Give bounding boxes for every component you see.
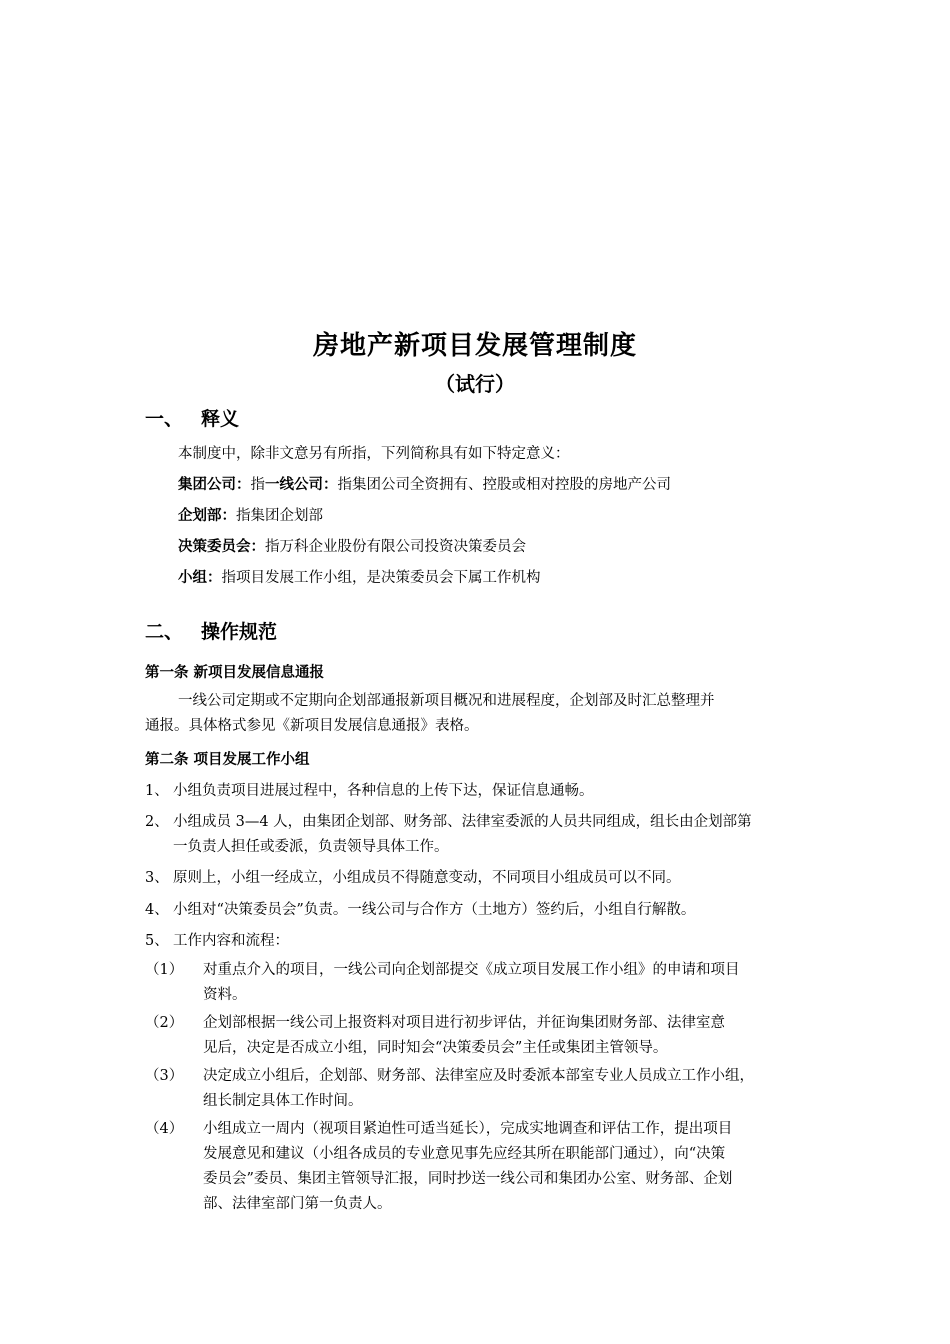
sub-item-number: （1） — [145, 962, 184, 978]
definition-group-company — [178, 477, 671, 494]
sub-item-number: （2） — [145, 1015, 184, 1031]
list-item — [145, 898, 695, 919]
sub-item-text: 小组成立一周内（视项目紧迫性可适当延长），完成实地调查和评估工作，提出项目 — [203, 1121, 733, 1137]
definition-planning-dept — [178, 508, 323, 525]
article-1-line: 一线公司定期或不定期向企划部通报新项目概况和进展程度，企划部及时汇总整理并 — [178, 693, 715, 709]
definition-text: 指集团公司全资拥有、控股或相对控股的房地产公司 — [337, 477, 671, 493]
definition-label: 集团公司： — [178, 477, 251, 493]
definition-text: 指 — [250, 477, 265, 493]
list-item-text: 小组对“决策委员会”负责。一线公司与合作方（土地方）签约后，小组自行解散。 — [173, 902, 696, 918]
sub-item — [145, 958, 740, 979]
sub-item-continuation: 资料。 — [203, 987, 247, 1003]
definition-team — [178, 570, 541, 587]
list-item — [145, 866, 681, 887]
sub-item-continuation: 组长制定具体工作时间。 — [203, 1093, 363, 1109]
list-item — [145, 929, 289, 950]
list-item-continuation: 一负责人担任或委派，负责领导具体工作。 — [173, 839, 449, 855]
article-1-title: 第一条 新项目发展信息通报 — [145, 665, 325, 681]
sub-item-text: 对重点介入的项目，一线公司向企划部提交《成立项目发展工作小组》的申请和项目 — [203, 962, 740, 978]
section-1-title: 释义 — [201, 408, 240, 430]
definition-decision-committee — [178, 539, 526, 556]
definition-label: 小组： — [178, 570, 222, 586]
sub-item-continuation: 部、法律室部门第一负责人。 — [203, 1196, 392, 1212]
definition-text: 指项目发展工作小组，是决策委员会下属工作机构 — [221, 570, 541, 586]
sub-item-continuation: 发展意见和建议（小组各成员的专业意见事先应经其所在职能部门通过），向“决策 — [203, 1146, 726, 1162]
list-item-number: 1、 — [145, 783, 169, 799]
definition-text: 指集团企划部 — [236, 508, 323, 524]
list-item-number: 3、 — [145, 870, 169, 886]
list-item — [145, 779, 594, 800]
section-1-number: 一、 — [145, 408, 184, 430]
sub-item — [145, 1117, 732, 1138]
section-1-intro: 本制度中，除非文意另有所指，下列简称具有如下特定意义： — [178, 446, 570, 462]
sub-item-continuation: 见后，决定是否成立小组，同时知会“决策委员会”主任或集团主管领导。 — [203, 1040, 668, 1056]
section-2-heading — [145, 617, 277, 644]
sub-item — [145, 1064, 754, 1085]
sub-item-number: （4） — [145, 1121, 184, 1137]
definition-label: 一线公司： — [265, 477, 338, 493]
sub-item-number: （3） — [145, 1068, 184, 1084]
document-title: 房地产新项目发展管理制度 — [312, 331, 637, 361]
section-2-number: 二、 — [145, 621, 184, 643]
sub-item-continuation: 委员会”委员、集团主管领导汇报，同时抄送一线公司和集团办公室、财务部、企划 — [203, 1171, 733, 1187]
sub-item-text: 决定成立小组后，企划部、财务部、法律室应及时委派本部室专业人员成立工作小组， — [203, 1068, 754, 1084]
section-1-heading — [145, 404, 239, 431]
list-item-number: 5、 — [145, 933, 169, 949]
definition-label: 企划部： — [178, 508, 236, 524]
definition-label: 决策委员会： — [178, 539, 265, 555]
list-item-number: 4、 — [145, 902, 169, 918]
list-item-number: 2、 — [145, 814, 169, 830]
list-item-text: 原则上，小组一经成立，小组成员不得随意变动，不同项目小组成员可以不同。 — [173, 870, 681, 886]
section-2-title: 操作规范 — [201, 621, 278, 643]
list-item-text: 工作内容和流程： — [173, 933, 289, 949]
sub-item-text: 企划部根据一线公司上报资料对项目进行初步评估，并征询集团财务部、法律室意 — [203, 1015, 725, 1031]
article-2-title: 第二条 项目发展工作小组 — [145, 752, 310, 768]
document-subtitle: （试行） — [435, 372, 515, 396]
list-item-text: 小组成员 3—4 人，由集团企划部、财务部、法律室委派的人员共同组成，组长由企划部第 — [173, 814, 752, 830]
list-item-text: 小组负责项目进展过程中，各种信息的上传下达，保证信息通畅。 — [173, 783, 594, 799]
article-1-line: 通报。具体格式参见《新项目发展信息通报》表格。 — [145, 718, 479, 734]
sub-item — [145, 1011, 725, 1032]
list-item — [145, 810, 752, 831]
definition-text: 指万科企业股份有限公司投资决策委员会 — [265, 539, 526, 555]
